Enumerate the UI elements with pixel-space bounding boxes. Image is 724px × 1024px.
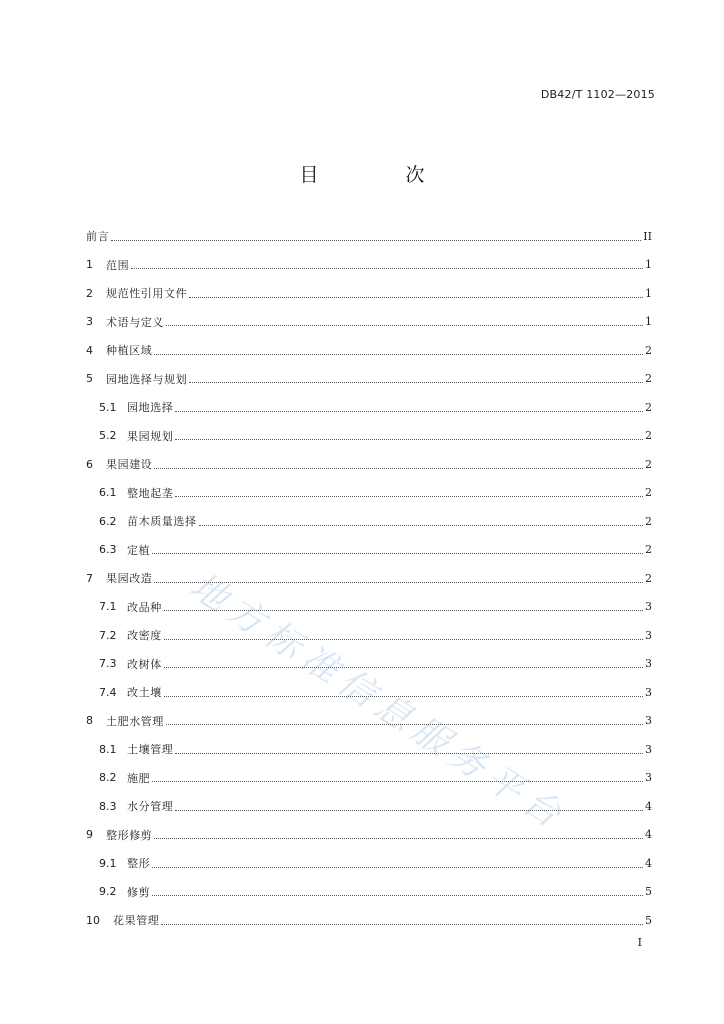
toc-dot-leader <box>111 240 641 241</box>
toc-entry-page: 2 <box>645 372 652 386</box>
toc-entry-label: 施肥 <box>127 771 151 785</box>
toc-entry-page: 5 <box>645 913 652 927</box>
toc-dot-leader <box>164 696 643 697</box>
toc-entry[interactable] <box>86 365 652 394</box>
toc-entry[interactable] <box>86 536 652 565</box>
table-of-contents <box>86 222 652 935</box>
toc-entry-number: 6.2 <box>99 514 117 528</box>
toc-entry[interactable] <box>86 479 652 508</box>
toc-entry-number: 5.1 <box>99 400 117 414</box>
toc-entry-label: 术语与定义 <box>106 315 164 329</box>
toc-entry-page: 1 <box>645 286 652 300</box>
toc-dot-leader <box>166 724 643 725</box>
toc-entry-page: 2 <box>645 571 652 585</box>
toc-entry-label: 园地选择 <box>127 401 174 415</box>
toc-entry-page: 3 <box>645 600 652 614</box>
toc-dot-leader <box>175 439 643 440</box>
toc-entry[interactable] <box>86 792 652 821</box>
toc-entry-number: 7.2 <box>99 628 117 642</box>
toc-entry-number: 9.1 <box>99 856 117 870</box>
toc-entry-label: 改土壤 <box>127 686 162 700</box>
toc-entry-page: 4 <box>645 828 652 842</box>
toc-entry[interactable] <box>86 621 652 650</box>
toc-dot-leader <box>154 468 643 469</box>
toc-entry-label: 规范性引用文件 <box>106 287 188 301</box>
toc-entry-label: 改密度 <box>127 629 162 643</box>
toc-dot-leader <box>154 838 643 839</box>
toc-entry[interactable] <box>86 678 652 707</box>
toc-entry-label: 整形修剪 <box>106 828 153 842</box>
toc-entry-page: 4 <box>645 799 652 813</box>
toc-entry[interactable] <box>86 849 652 878</box>
toc-entry-number: 1 <box>86 258 93 272</box>
toc-dot-leader <box>131 268 643 269</box>
toc-entry-label: 花果管理 <box>113 914 160 928</box>
toc-entry[interactable] <box>86 878 652 907</box>
toc-entry-number: 9 <box>86 828 93 842</box>
toc-entry-number: 8.1 <box>99 742 117 756</box>
toc-entry-page: 2 <box>645 486 652 500</box>
toc-dot-leader <box>166 325 643 326</box>
toc-entry-label: 种植区域 <box>106 344 153 358</box>
toc-entry-label: 整形 <box>127 857 151 871</box>
toc-entry-number: 6.3 <box>99 543 117 557</box>
page-title: 目 次 <box>299 164 459 186</box>
toc-entry-page: 1 <box>645 315 652 329</box>
toc-dot-leader <box>164 667 643 668</box>
toc-entry-label: 改品种 <box>127 600 162 614</box>
toc-dot-leader <box>152 553 643 554</box>
toc-entry[interactable] <box>86 906 652 935</box>
toc-entry-label: 土肥水管理 <box>106 714 164 728</box>
toc-dot-leader <box>175 810 643 811</box>
toc-entry-label: 园地选择与规划 <box>106 372 188 386</box>
toc-entry[interactable] <box>86 564 652 593</box>
toc-dot-leader <box>154 582 643 583</box>
toc-entry-page: 2 <box>645 514 652 528</box>
toc-entry-number: 8.3 <box>99 799 117 813</box>
toc-entry-page: 3 <box>645 742 652 756</box>
toc-entry[interactable] <box>86 593 652 622</box>
toc-entry[interactable] <box>86 707 652 736</box>
toc-entry-number: 6.1 <box>99 486 117 500</box>
toc-dot-leader <box>164 639 643 640</box>
toc-entry-label: 苗木质量选择 <box>127 515 197 529</box>
toc-entry-page: 3 <box>645 685 652 699</box>
toc-entry-page: 2 <box>645 543 652 557</box>
toc-entry-label: 修剪 <box>127 885 151 899</box>
toc-dot-leader <box>175 753 643 754</box>
document-code: DB42/T 1102—2015 <box>540 88 655 101</box>
toc-entry[interactable] <box>86 764 652 793</box>
toc-entry-page: 3 <box>645 771 652 785</box>
toc-entry-page: 2 <box>645 343 652 357</box>
toc-entry-number: 10 <box>86 913 100 927</box>
toc-dot-leader <box>199 525 643 526</box>
toc-entry-label: 改树体 <box>127 657 162 671</box>
toc-entry-page: 3 <box>645 657 652 671</box>
toc-dot-leader <box>152 867 643 868</box>
toc-entry-number: 2 <box>86 286 93 300</box>
toc-entry-label: 果园规划 <box>127 429 174 443</box>
toc-entry-number: 7.3 <box>99 657 117 671</box>
toc-entry-number: 9.2 <box>99 885 117 899</box>
toc-dot-leader <box>175 496 643 497</box>
toc-entry-label: 前言 <box>86 230 110 244</box>
toc-entry-label: 整地起垄 <box>127 486 174 500</box>
toc-dot-leader <box>189 382 643 383</box>
toc-entry-number: 7 <box>86 571 93 585</box>
toc-entry[interactable] <box>86 308 652 337</box>
watermark-text: 地方标准信息服务平台 <box>182 565 575 840</box>
toc-entry[interactable] <box>86 251 652 280</box>
toc-entry-number: 3 <box>86 315 93 329</box>
toc-dot-leader <box>152 895 643 896</box>
toc-entry-page: 4 <box>645 856 652 870</box>
toc-dot-leader <box>175 411 643 412</box>
toc-entry-page: 1 <box>645 258 652 272</box>
toc-dot-leader <box>161 924 643 925</box>
toc-entry[interactable] <box>86 336 652 365</box>
toc-entry-number: 8 <box>86 714 93 728</box>
toc-entry[interactable] <box>86 507 652 536</box>
toc-entry-label: 定植 <box>127 543 151 557</box>
toc-entry[interactable] <box>86 650 652 679</box>
toc-entry-label: 土壤管理 <box>127 743 174 757</box>
toc-entry-label: 果园建设 <box>106 458 153 472</box>
toc-entry-page: 3 <box>645 628 652 642</box>
toc-entry[interactable] <box>86 735 652 764</box>
toc-entry-page: 2 <box>645 429 652 443</box>
toc-entry-number: 7.4 <box>99 685 117 699</box>
toc-entry-number: 8.2 <box>99 771 117 785</box>
toc-entry-label: 果园改造 <box>106 572 153 586</box>
toc-dot-leader <box>152 781 643 782</box>
toc-entry-page: 2 <box>645 457 652 471</box>
toc-dot-leader <box>154 354 643 355</box>
toc-entry[interactable] <box>86 279 652 308</box>
toc-entry-number: 5.2 <box>99 429 117 443</box>
toc-entry[interactable] <box>86 222 652 251</box>
toc-entry-page: II <box>643 229 652 243</box>
toc-entry-number: 6 <box>86 457 93 471</box>
toc-entry-page: 5 <box>645 885 652 899</box>
toc-entry[interactable] <box>86 422 652 451</box>
toc-entry[interactable] <box>86 393 652 422</box>
toc-entry-page: 2 <box>645 400 652 414</box>
toc-dot-leader <box>164 610 643 611</box>
toc-entry-number: 5 <box>86 372 93 386</box>
toc-entry-label: 范围 <box>106 258 130 272</box>
toc-entry[interactable] <box>86 450 652 479</box>
toc-dot-leader <box>189 297 643 298</box>
toc-entry-label: 水分管理 <box>127 800 174 814</box>
toc-entry-page: 3 <box>645 714 652 728</box>
toc-entry-number: 4 <box>86 343 93 357</box>
toc-entry-number: 7.1 <box>99 600 117 614</box>
page-number: I <box>637 936 642 949</box>
toc-entry[interactable] <box>86 821 652 850</box>
